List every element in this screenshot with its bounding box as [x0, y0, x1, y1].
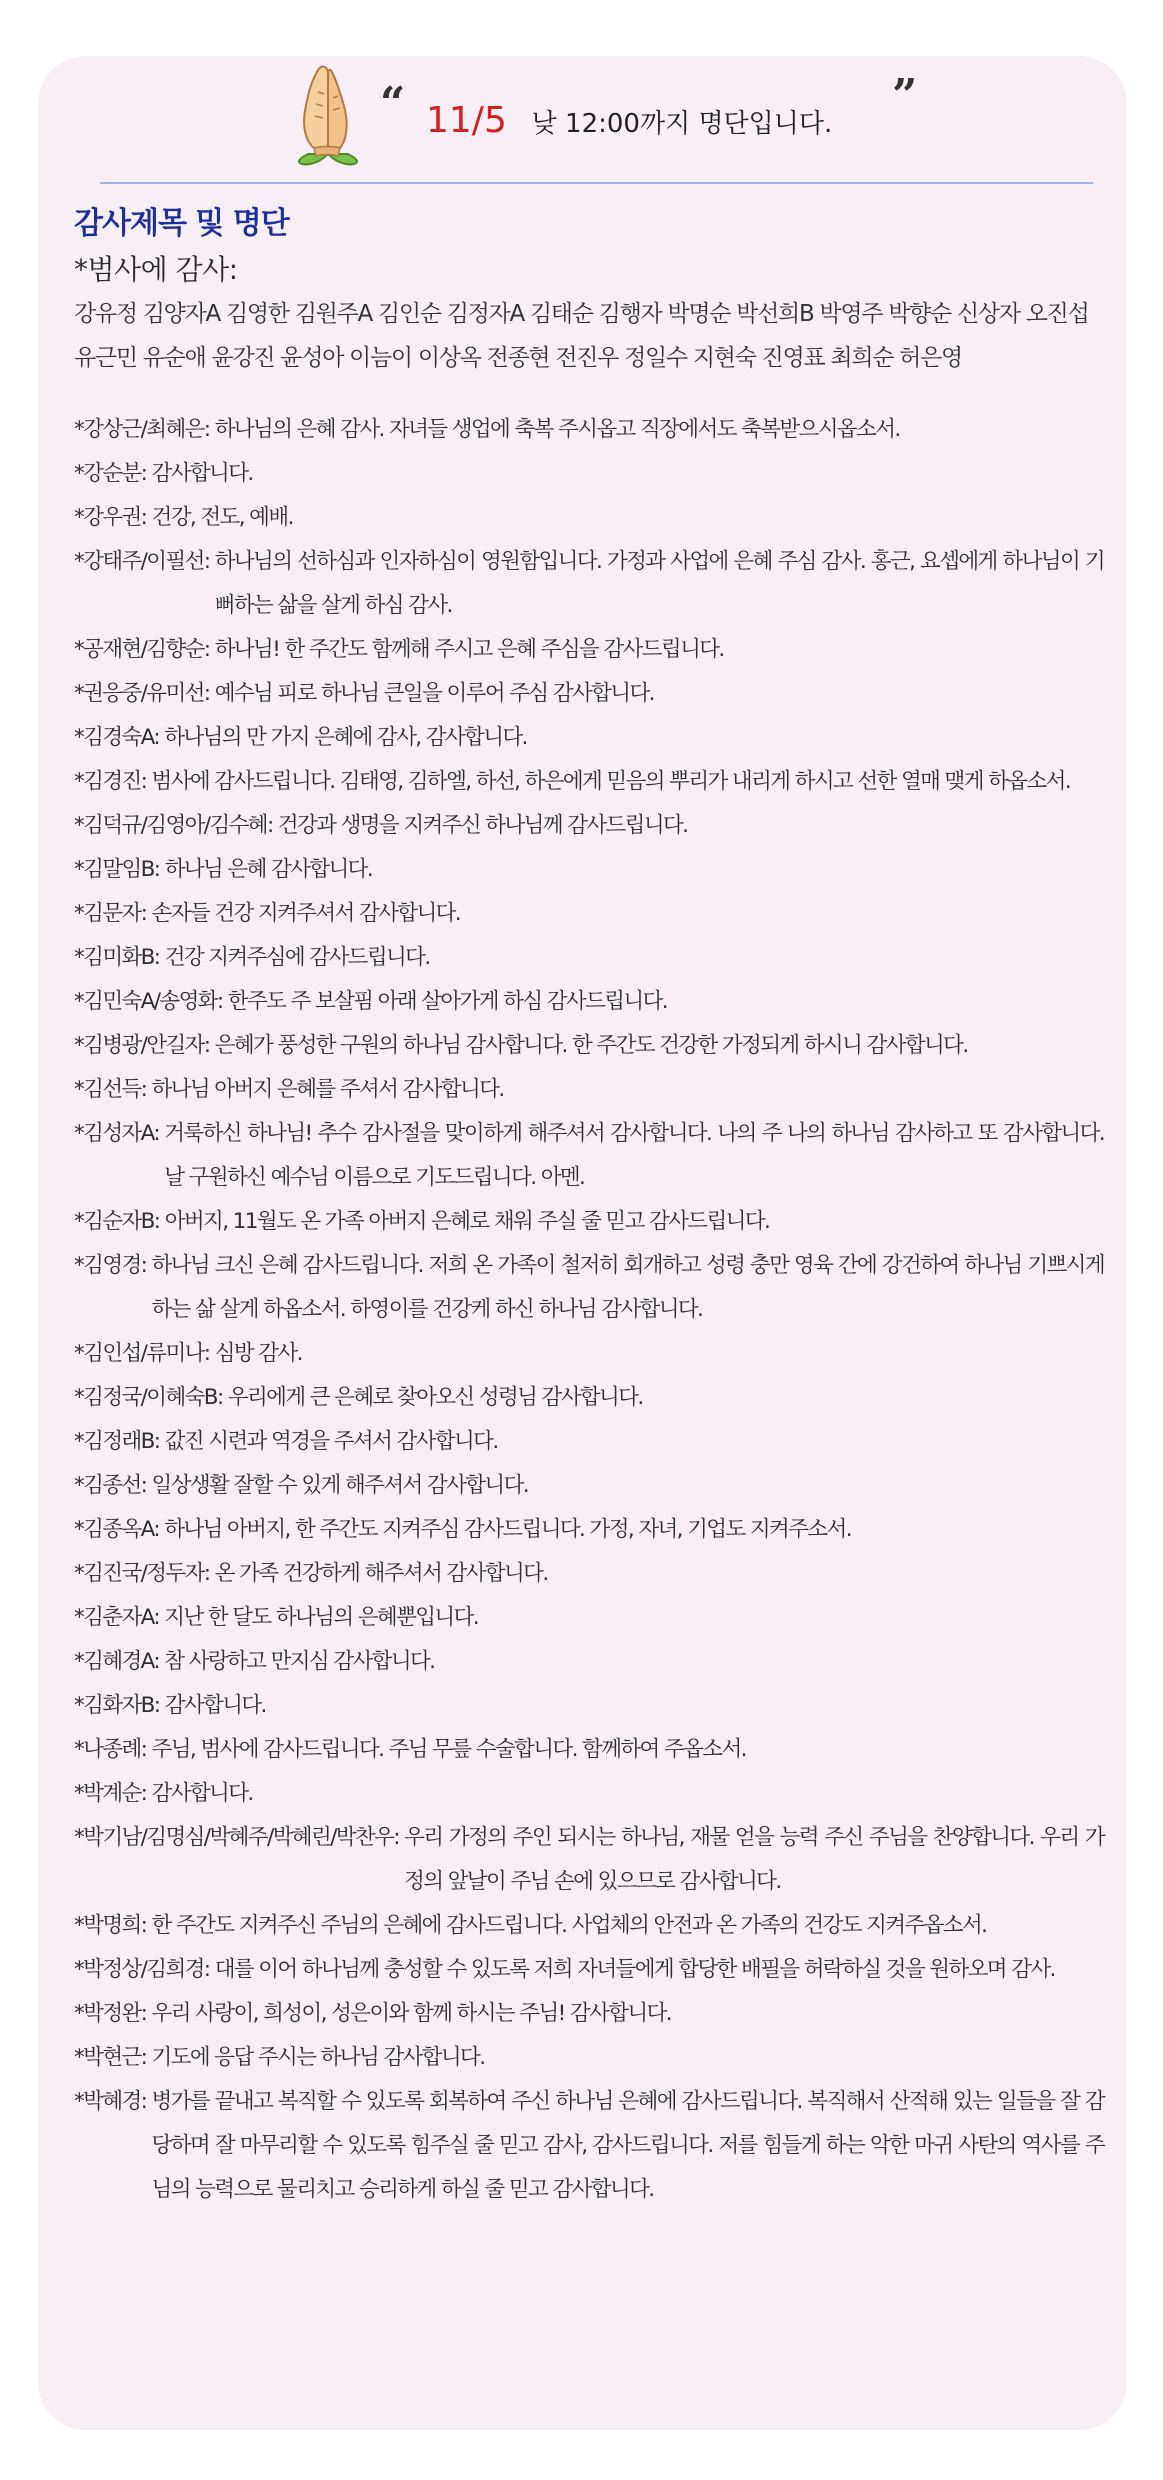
thanks-entry: [74, 804, 1104, 848]
names-line: 강유정 김양자A 김영한 김원주A 김인순 김정자A 김태순 김행자 박명순 박선희B 박영주 박향순 신상자 오진섭: [74, 301, 1089, 327]
entry-name: *김덕규/김영아/김수혜:: [74, 813, 273, 838]
entry-text: 우리에게 큰 은혜로 찾아오신 성령님 감사합니다.: [227, 1385, 643, 1410]
entry-text: 감사합니다.: [151, 1781, 253, 1806]
entry-text: 아버지, 11월도 온 가족 아버지 은혜로 채워 주실 줄 믿고 감사드립니다.: [164, 1209, 770, 1234]
entry-name: *강우권:: [74, 505, 147, 530]
thanks-entry: [74, 1992, 1104, 2036]
entry-name: *김정래B:: [74, 1429, 160, 1454]
entry-name: *박정완:: [74, 2001, 147, 2026]
entry-text: 하나님! 한 주간도 함께해 주시고 은혜 주심을 감사드립니다.: [214, 637, 724, 662]
entry-name: *김병광/안길자:: [74, 1033, 210, 1058]
thanks-entry: [74, 1552, 1104, 1596]
thanks-entry: [74, 2080, 1104, 2212]
entry-text: 하나님의 만 가지 은혜에 감사, 감사합니다.: [164, 725, 527, 750]
entry-name: *김인섭/류미나:: [74, 1341, 210, 1366]
thanks-entry: [74, 936, 1104, 980]
entry-text: 하나님 은혜 감사합니다.: [164, 857, 373, 882]
section-title: 감사제목 및 명단: [74, 206, 289, 241]
prayer-card: [38, 56, 1127, 2430]
thanks-entry: [74, 1332, 1104, 1376]
thanks-entry: [74, 452, 1104, 496]
deadline-text: 낮 12:00까지 명단입니다.: [531, 109, 833, 139]
entry-name: *김말임B:: [74, 857, 160, 882]
thanks-entry: [74, 1112, 1104, 1200]
thanks-entry: [74, 1244, 1104, 1332]
entry-text: 한 주간도 지켜주신 주님의 은혜에 감사드립니다. 사업체의 안전과 온 가족의 건강도 지켜주옵소서.: [151, 1913, 987, 1938]
thanks-entry: [74, 408, 1104, 452]
entry-text: 하나님 아버지, 한 주간도 지켜주심 감사드립니다. 가정, 자녀, 기업도 지켜주소서.: [164, 1517, 851, 1542]
entry-text: 하나님의 은혜 감사. 자녀들 생업에 축복 주시옵고 직장에서도 축복받으시옵소서.: [214, 417, 900, 442]
entry-name: *권응중/유미선:: [74, 681, 210, 706]
entry-name: *김선득:: [74, 1077, 147, 1102]
entry-name: *김경진:: [74, 769, 147, 794]
thanks-entry: [74, 2036, 1104, 2080]
entry-name: *김진국/정두자:: [74, 1561, 210, 1586]
thanks-entry: [74, 496, 1104, 540]
entry-name: *김문자:: [74, 901, 147, 926]
entry-text: 손자들 건강 지켜주셔서 감사합니다.: [151, 901, 461, 926]
header-divider: [100, 182, 1093, 184]
entry-text: 거룩하신 하나님! 추수 감사절을 맞이하게 해주셔서 감사합니다. 나의 주 나의 하나님 감사하고 또 감사합니다. 날 구원하신 예수님 이름으로 기도드립니다. 아멘.: [164, 1121, 1104, 1190]
thanks-entry: [74, 892, 1104, 936]
entry-text: 하나님 크신 은혜 감사드립니다. 저희 온 가족이 철저히 회개하고 성령 충만 영육 간에 강건하여 하나님 기쁘시게 하는 삶 살게 하옵소서. 하영이를 건강케 하신 하나님 감사합니다.: [151, 1253, 1104, 1322]
entry-text: 대를 이어 하나님께 충성할 수 있도록 저희 자녀들에게 합당한 배필을 허락하실 것을 원하오며 감사.: [214, 1957, 1055, 1982]
entry-name: *김순자B:: [74, 1209, 160, 1234]
entry-text: 한주도 주 보살핌 아래 살아가게 하심 감사드립니다.: [227, 989, 667, 1014]
thanks-entry: [74, 1640, 1104, 1684]
thanks-entry: [74, 1816, 1104, 1904]
entry-name: *강순분:: [74, 461, 147, 486]
entry-text: 감사합니다.: [164, 1693, 266, 1718]
thanks-entry: [74, 980, 1104, 1024]
entry-name: *공재현/김향순:: [74, 637, 210, 662]
entry-text: 은혜가 풍성한 구원의 하나님 감사합니다. 한 주간도 건강한 가정되게 하시니 감사합니다.: [214, 1033, 968, 1058]
entry-text: 건강과 생명을 지켜주신 하나님께 감사드립니다.: [277, 813, 688, 838]
deadline-notice: [426, 100, 832, 141]
entry-text: 감사합니다.: [151, 461, 253, 486]
entry-text: 심방 감사.: [214, 1341, 302, 1366]
thanks-entry: [74, 1772, 1104, 1816]
general-thanks-heading: *범사에 감사:: [74, 253, 238, 286]
entry-name: *김경숙A:: [74, 725, 160, 750]
entry-name: *김미화B:: [74, 945, 160, 970]
thanks-entry: [74, 1948, 1104, 1992]
entry-text: 하나님의 선하심과 인자하심이 영원함입니다. 가정과 사업에 은혜 주심 감사. 홍근, 요셉에게 하나님이 기뻐하는 삶을 살게 하심 감사.: [214, 549, 1104, 618]
entry-text: 하나님 아버지 은혜를 주셔서 감사합니다.: [151, 1077, 504, 1102]
thanks-entry: [74, 1596, 1104, 1640]
entry-name: *박계순:: [74, 1781, 147, 1806]
entry-text: 병가를 끝내고 복직할 수 있도록 회복하여 주신 하나님 은혜에 감사드립니다. 복직해서 산적해 있는 일들을 잘 감당하며 잘 마무리할 수 있도록 힘주실 줄 믿고 감사, 감사드립니다. 저를 힘들게 하는 악한 마귀 사탄의 역사를 주님의 능력으로 물리치고 승리하게 하실 줄 믿고 감사합니다.: [151, 2089, 1104, 2202]
content: [74, 200, 1104, 2212]
thanks-entries: [74, 408, 1104, 2212]
names-line: 유근민 유순애 윤강진 윤성아 이늠이 이상옥 전종현 전진우 정일수 지현숙 진영표 최희순 허은영: [74, 345, 962, 371]
entry-name: *김춘자A:: [74, 1605, 160, 1630]
thanks-entry: [74, 1376, 1104, 1420]
thanks-entry: [74, 540, 1104, 628]
thanks-entry: [74, 1200, 1104, 1244]
entry-text: 온 가족 건강하게 해주셔서 감사합니다.: [214, 1561, 548, 1586]
entry-name: *김종선:: [74, 1473, 147, 1498]
entry-name: *김정국/이혜숙B:: [74, 1385, 223, 1410]
thanks-entry: [74, 1684, 1104, 1728]
general-thanks-names: [74, 292, 1104, 380]
thanks-entry: [74, 1464, 1104, 1508]
close-quote-mark: ”: [892, 70, 918, 121]
thanks-entry: [74, 716, 1104, 760]
entry-text: 값진 시련과 역경을 주셔서 감사합니다.: [164, 1429, 498, 1454]
entry-text: 범사에 감사드립니다. 김태영, 김하엘, 하선, 하은에게 믿음의 뿌리가 내리게 하시고 선한 열매 맺게 하옵소서.: [151, 769, 1071, 794]
entry-name: *강태주/이필선:: [74, 549, 210, 574]
entry-name: *박명희:: [74, 1913, 147, 1938]
thanks-entry: [74, 628, 1104, 672]
thanks-entry: [74, 848, 1104, 892]
entry-name: *김종옥A:: [74, 1517, 160, 1542]
entry-text: 참 사랑하고 만지심 감사합니다.: [164, 1649, 435, 1674]
praying-hands-icon: [278, 62, 374, 166]
thanks-entry: [74, 1728, 1104, 1772]
entry-text: 우리 사랑이, 희성이, 성은이와 함께 하시는 주님! 감사합니다.: [151, 2001, 671, 2026]
entry-text: 주님, 범사에 감사드립니다. 주님 무릎 수술합니다. 함께하여 주옵소서.: [151, 1737, 746, 1762]
entry-name: *김민숙A/송영화:: [74, 989, 223, 1014]
deadline-date: 11/5: [426, 100, 507, 141]
entry-name: *강상근/최혜은:: [74, 417, 210, 442]
entry-text: 지난 한 달도 하나님의 은혜뿐입니다.: [164, 1605, 478, 1630]
entry-text: 예수님 피로 하나님 큰일을 이루어 주심 감사합니다.: [214, 681, 654, 706]
entry-text: 우리 가정의 주인 되시는 하나님, 재물 얻을 능력 주신 주님을 찬양합니다. 우리 가정의 앞날이 주님 손에 있으므로 감사합니다.: [404, 1825, 1104, 1894]
entry-name: *나종례:: [74, 1737, 147, 1762]
thanks-entry: [74, 760, 1104, 804]
entry-name: *박현근:: [74, 2045, 147, 2070]
thanks-entry: [74, 1420, 1104, 1464]
thanks-entry: [74, 1024, 1104, 1068]
entry-name: *박혜경:: [74, 2089, 147, 2114]
thanks-entry: [74, 1904, 1104, 1948]
entry-name: *김성자A:: [74, 1121, 160, 1146]
thanks-entry: [74, 1068, 1104, 1112]
entry-name: *박정상/김희경:: [74, 1957, 210, 1982]
entry-text: 일상생활 잘할 수 있게 해주셔서 감사합니다.: [151, 1473, 528, 1498]
thanks-entry: [74, 1508, 1104, 1552]
header: [38, 56, 1127, 176]
entry-name: *김혜경A:: [74, 1649, 160, 1674]
entry-text: 기도에 응답 주시는 하나님 감사합니다.: [151, 2045, 485, 2070]
thanks-entry: [74, 672, 1104, 716]
entry-name: *김영경:: [74, 1253, 147, 1278]
open-quote-mark: “: [380, 78, 406, 129]
entry-name: *박기남/김명심/박혜주/박혜린/박찬우:: [74, 1825, 399, 1850]
entry-name: *김화자B:: [74, 1693, 160, 1718]
entry-text: 건강 지켜주심에 감사드립니다.: [164, 945, 430, 970]
entry-text: 건강, 전도, 예배.: [151, 505, 293, 530]
